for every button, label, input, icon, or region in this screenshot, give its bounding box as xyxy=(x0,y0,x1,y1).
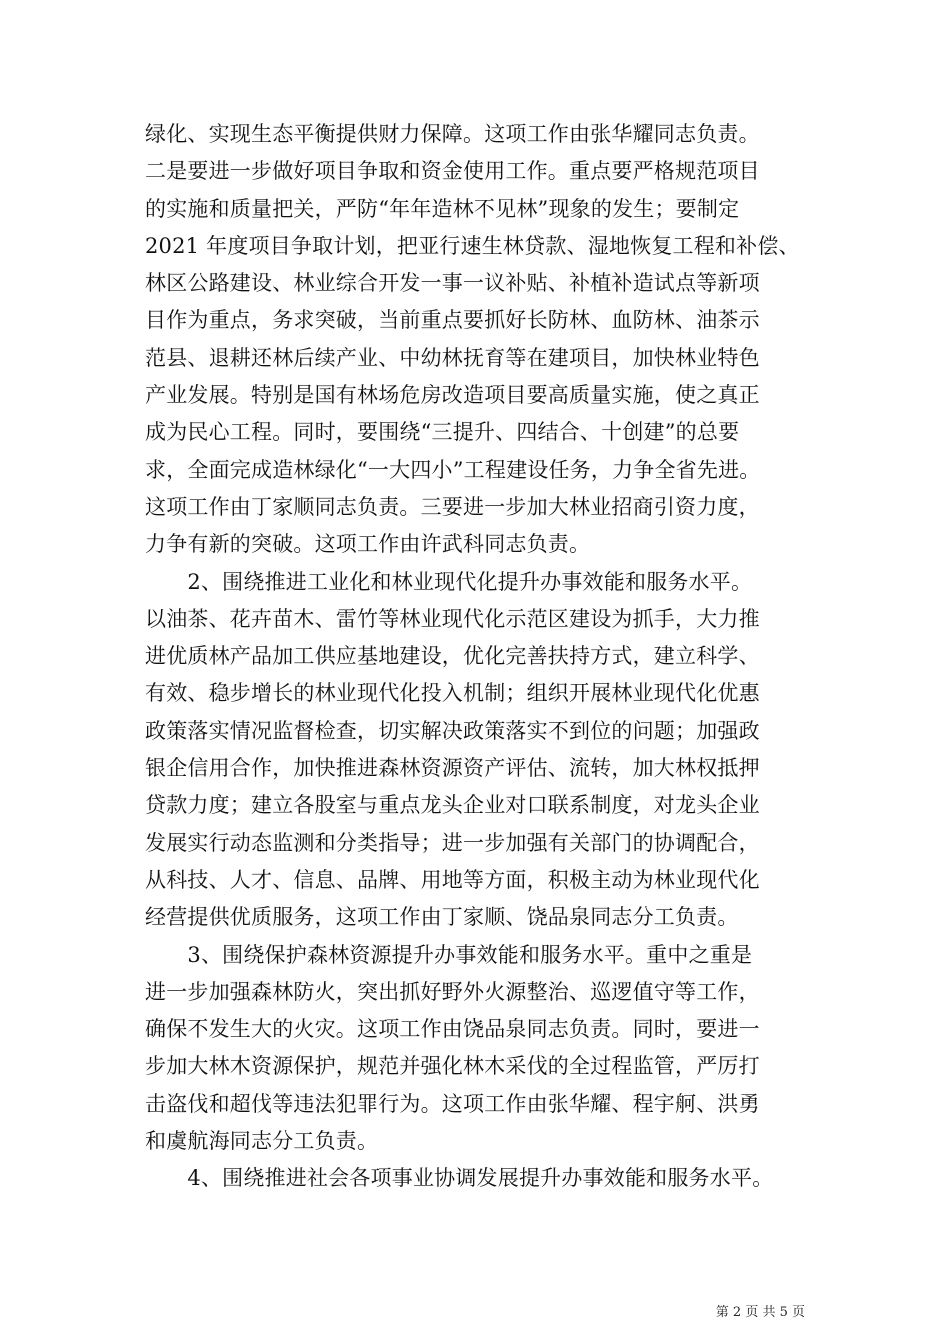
text-line: 和虞航海同志分工负责。 xyxy=(145,1129,379,1154)
text-line: 进一步加强森林防火，突出抓好野外火源整治、巡逻值守等工作， xyxy=(145,979,760,1004)
text-line: 经营提供优质服务，这项工作由丁家顺、饶品泉同志分工负责。 xyxy=(145,905,739,930)
text-line: 从科技、人才、信息、品牌、用地等方面，积极主动为林业现代化 xyxy=(145,867,760,892)
text-line: 3、围绕保护森林资源提升办事效能和服务水平。重中之重是 xyxy=(145,942,753,967)
text-line: 银企信用合作，加快推进森林资源资产评估、流转，加大林权抵押 xyxy=(145,756,760,781)
text-line: 力争有新的突破。这项工作由许武科同志负责。 xyxy=(145,532,591,557)
text-line: 确保不发生大的火灾。这项工作由饶品泉同志负责。同时，要进一 xyxy=(145,1017,760,1042)
text-line: 2、围绕推进工业化和林业现代化提升办事效能和服务水平。 xyxy=(145,569,753,594)
text-line: 政策落实情况监督检查，切实解决政策落实不到位的问题；加强政 xyxy=(145,718,760,743)
text-line: 范县、退耕还林后续产业、中幼林抚育等在建项目，加快林业特色 xyxy=(145,345,760,370)
text-line: 步加大林木资源保护，规范并强化林木采伐的全过程监管，严厉打 xyxy=(145,1054,760,1079)
text-line: 2021 年度项目争取计划，把亚行速生林贷款、湿地恢复工程和补偿、 xyxy=(145,233,800,258)
text-line: 求，全面完成造林绿化“一大四小”工程建设任务，力争全省先进。 xyxy=(145,457,761,482)
text-line: 林区公路建设、林业综合开发一事一议补贴、补植补造试点等新项 xyxy=(145,271,760,296)
text-line: 二是要进一步做好项目争取和资金使用工作。重点要严格规范项目 xyxy=(145,159,760,184)
body-text xyxy=(145,116,825,1198)
text-line: 进优质林产品加工供应基地建设，优化完善扶持方式，建立科学、 xyxy=(145,644,760,669)
text-line: 成为民心工程。同时，要围绕“三提升、四结合、十创建”的总要 xyxy=(145,420,740,445)
text-line: 产业发展。特别是国有林场危房改造项目要高质量实施，使之真正 xyxy=(145,383,760,408)
page-number: 第 2 页 共 5 页 xyxy=(715,1305,805,1320)
text-line: 的实施和质量把关，严防“年年造林不见林”现象的发生；要制定 xyxy=(145,196,740,221)
text-line: 以油茶、花卉苗木、雷竹等林业现代化示范区建设为抓手，大力推 xyxy=(145,606,760,631)
text-line: 这项工作由丁家顺同志负责。三要进一步加大林业招商引资力度， xyxy=(145,494,760,519)
text-line: 有效、稳步增长的林业现代化投入机制；组织开展林业现代化优惠 xyxy=(145,681,760,706)
text-line: 绿化、实现生态平衡提供财力保障。这项工作由张华耀同志负责。 xyxy=(145,122,760,146)
text-line: 击盗伐和超伐等违法犯罪行为。这项工作由张华耀、程宇舸、洪勇 xyxy=(145,1091,760,1116)
text-line: 发展实行动态监测和分类指导；进一步加强有关部门的协调配合， xyxy=(145,830,760,855)
text-line: 4、围绕推进社会各项事业协调发展提升办事效能和服务水平。 xyxy=(145,1166,774,1191)
text-line: 贷款力度；建立各股室与重点龙头企业对口联系制度，对龙头企业 xyxy=(145,793,760,818)
text-line: 目作为重点，务求突破，当前重点要抓好长防林、血防林、油茶示 xyxy=(145,308,760,333)
